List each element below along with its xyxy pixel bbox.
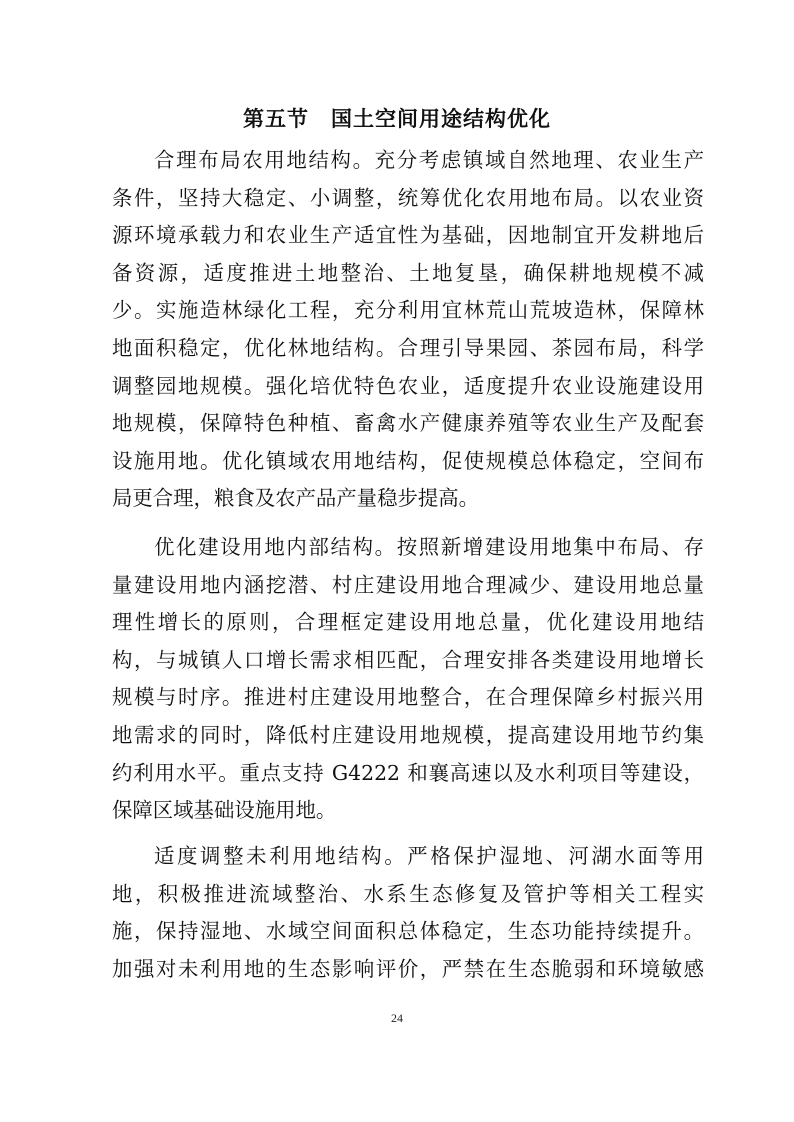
text-line: 加强对未利用地的生态影响评价，严禁在生态脆弱和环境敏感 — [112, 956, 704, 981]
text-line: 量建设用地内涵挖潜、村庄建设用地合理减少、建设用地总量 — [112, 572, 704, 597]
text-line: 地规模，保障特色种植、畜禽水产健康养殖等农业生产及配套 — [112, 411, 704, 436]
section-title: 第五节 国土空间用途结构优化 — [243, 107, 551, 131]
text-line: 局更合理，粮食及农产品产量稳步提高。 — [112, 486, 480, 511]
text-line: 理性增长的原则，合理框定建设用地总量，优化建设用地结 — [112, 610, 704, 635]
paragraph-construction-land — [112, 529, 704, 830]
text-line: 优化建设用地内部结构。按照新增建设用地集中布局、存 — [154, 535, 704, 559]
page-number: 24 — [391, 1011, 403, 1025]
text-line: 地需求的同时，降低村庄建设用地规模，提高建设用地节约集 — [112, 722, 704, 747]
text-line: 构，与城镇人口增长需求相匹配，合理安排各类建设用地增长 — [112, 647, 704, 672]
paragraph-unused-land — [112, 838, 704, 988]
paragraph-farmland — [112, 142, 704, 518]
text-line: 施，保持湿地、水域空间面积总体稳定，生态功能持续提升。 — [112, 919, 704, 944]
text-line: 合理布局农用地结构。充分考虑镇域自然地理、农业生产 — [154, 148, 704, 172]
text-line: 备资源，适度推进土地整治、土地复垦，确保耕地规模不减 — [112, 260, 704, 285]
text-line: 源环境承载力和农业生产适宜性为基础，因地制宜开发耕地后 — [112, 223, 704, 248]
text-line: 保障区域基础设施用地。 — [112, 798, 337, 823]
text-line: 规模与时序。推进村庄建设用地整合，在合理保障乡村振兴用 — [112, 685, 704, 710]
text-line: 适度调整未利用地结构。严格保护湿地、河湖水面等用 — [154, 844, 704, 868]
text-line: 设施用地。优化镇域农用地结构，促使规模总体稳定，空间布 — [112, 448, 704, 473]
text-line: 约利用水平。重点支持 G4222 和襄高速以及水利项目等建设， — [112, 760, 704, 785]
text-line: 地，积极推进流域整治、水系生态修复及管护等相关工程实 — [112, 881, 704, 906]
text-line: 调整园地规模。强化培优特色农业，适度提升农业设施建设用 — [112, 373, 704, 398]
text-line: 地面积稳定，优化林地结构。合理引导果园、茶园布局，科学 — [112, 335, 704, 360]
text-line: 少。实施造林绿化工程，充分利用宜林荒山荒坡造林，保障林 — [112, 298, 704, 323]
text-line: 条件，坚持大稳定、小调整，统筹优化农用地布局。以农业资 — [112, 185, 704, 210]
